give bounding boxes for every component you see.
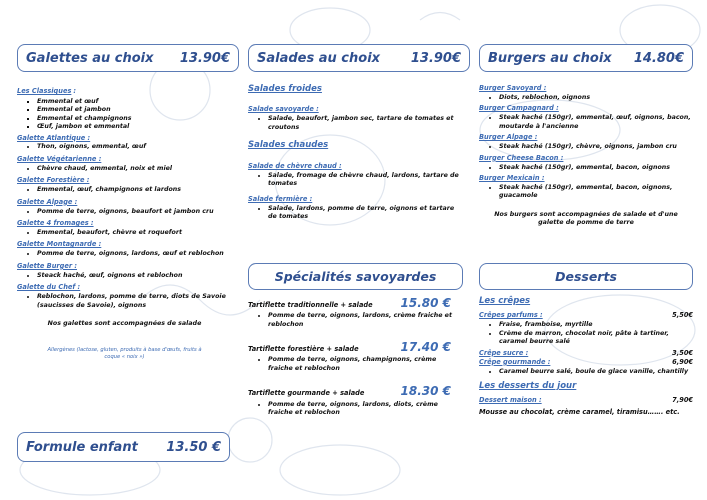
dessert-maison-price: 7,90€ xyxy=(672,395,693,404)
section-items xyxy=(248,205,463,222)
menu-section xyxy=(248,105,463,132)
galettes-header xyxy=(17,44,239,72)
section-items xyxy=(17,250,232,259)
salades-title: Salades au choix xyxy=(257,50,381,66)
section-items xyxy=(17,186,232,195)
crepe-sucre-label: Crêpe sucre : xyxy=(479,348,529,357)
list-item: • Steak haché (150gr), chèvre, oignons, jambon cru xyxy=(499,143,693,152)
list-item: ▪ Emmental et champignons xyxy=(37,115,232,124)
crepes-parfums-label: Crêpes parfums : xyxy=(479,311,543,320)
list-item: • Salade, lardons, pomme de terre, oignons et tartare de tomates xyxy=(268,205,463,222)
galette-sections xyxy=(17,134,232,311)
menu-section xyxy=(17,176,232,194)
section-items xyxy=(17,272,232,281)
menu-section xyxy=(479,84,693,102)
list-item: ▪ Emmental et œuf xyxy=(37,98,232,107)
chaudes-sections xyxy=(248,162,463,222)
section-items xyxy=(17,143,232,152)
list-item: • Crème de marron, chocolat noir, pâte à tartiner, caramel beurre salé xyxy=(499,330,693,347)
list-item: • Caramel beurre salé, boule de glace vanille, chantilly xyxy=(499,368,693,377)
desserts-title: Desserts xyxy=(555,269,617,284)
menu-section xyxy=(479,133,693,151)
desserts-header xyxy=(479,263,693,290)
section-heading: Salade savoyarde : xyxy=(248,105,319,114)
list-item: • Diots, reblochon, oignons xyxy=(499,94,693,103)
section-heading: Galette Montagnarde : xyxy=(17,240,102,249)
section-heading: Galette Burger : xyxy=(17,261,78,270)
section-heading: Galette 4 fromages : xyxy=(17,219,94,228)
list-item: • Pomme de terre, oignons, lardons, œuf et reblochon xyxy=(37,250,232,259)
section-heading: Burger Mexicain : xyxy=(479,174,545,183)
crepes-parfums-list xyxy=(479,321,693,347)
crepe-gourmande-list xyxy=(479,368,693,377)
crepe-gourmande-price: 6,90€ xyxy=(672,357,693,366)
specialite-price: 17.40 € xyxy=(400,340,451,355)
list-item: • Emmental, beaufort, chèvre et roquefort xyxy=(37,229,232,238)
section-heading: Galette Végétarienne : xyxy=(17,154,102,163)
list-item: • Pomme de terre, oignons, champignons, crème fraiche et reblochon xyxy=(268,356,463,373)
section-items xyxy=(248,115,463,132)
burger-sections xyxy=(479,84,693,201)
allergens-note: Allergènes (lactose, gluten, produits à base d'œufs, fruits à coque « noix ») xyxy=(47,346,202,360)
salades-froides-heading: Salades froides xyxy=(248,84,322,94)
section-heading: Galette Atlantique : xyxy=(17,133,91,142)
burgers-column xyxy=(479,84,693,228)
galettes-note: Nos galettes sont accompagnées de salade xyxy=(47,320,202,328)
specialite-name: Tartiflette traditionnelle + salade xyxy=(248,301,373,309)
menu-section xyxy=(479,174,693,201)
list-item: • Steack haché, œuf, oignons et reblochon xyxy=(37,272,232,281)
list-item: • Emmental, œuf, champignons et lardons xyxy=(37,186,232,195)
specialite-name: Tartiflette forestière + salade xyxy=(248,345,359,354)
desserts-jour-heading: Les desserts du jour xyxy=(479,381,577,392)
section-heading: Burger Cheese Bacon : xyxy=(479,153,564,162)
specialite-price: 15.80 € xyxy=(400,296,451,310)
specialite-item xyxy=(248,295,463,329)
menu-section xyxy=(17,134,232,152)
classiques-list xyxy=(17,98,232,132)
section-items xyxy=(479,184,693,201)
list-item: • Steak haché (150gr), emmental, bacon, oignons, guacamole xyxy=(499,184,693,201)
formule-title: Formule enfant xyxy=(26,439,138,455)
crepe-sucre-price: 3,50€ xyxy=(672,348,693,357)
section-heading: Salade de chèvre chaud : xyxy=(248,161,342,170)
crepe-gourmande-label: Crêpe gourmande : xyxy=(479,357,551,366)
section-items xyxy=(248,356,463,373)
froides-sections xyxy=(248,105,463,132)
galettes-column: Les Classiques : ▪ Emmental et œuf ▪ Emmental et jambon ▪ Emmental et champignons ▪ Œuf, jambon et emmental Galette Atlantique : • Thon, oignons, emmental, œuf Galette Végétarienne : • Chèvre chaud, emmental, noix et miel Galette Forestière : • Emmental, œuf, champignons et lardons Galette Alpage : • Pomme de terre, oignons, beaufort et jambon cru Galette 4 fromages : • Emmental, beaufort, chèvre et roquefort Galette Montagnarde : • Pomme de terre, oignons, lardons, œuf et reblochon Galette Burger : • Steack haché, œuf, oignons et reblochon Galette du Chef : • Reblochon, lardons, pomme de terre, diots de Savoie (saucisses de Savoie), oignons Nos galettes sont accompagnées de salade Allergènes (lactose, gluten, produits à base d'œufs, fruits à coque « noix ») xyxy=(17,87,232,361)
menu-section xyxy=(17,240,232,258)
dessert-maison-desc: Mousse au chocolat, crème caramel, tiramisu……. etc. xyxy=(479,407,680,416)
burgers-note: Nos burgers sont accompagnées de salade et d'une galette de pomme de terre xyxy=(494,210,678,227)
dessert-maison-label: Dessert maison : xyxy=(479,395,542,404)
menu-section xyxy=(248,162,463,189)
section-heading: Galette du Chef : xyxy=(17,283,81,292)
list-item: • Pomme de terre, oignons, lardons, crème fraiche et reblochon xyxy=(268,312,463,329)
list-item: ▪ Emmental et jambon xyxy=(37,106,232,115)
specialite-name: Tartiflette gourmande + salade xyxy=(248,389,365,398)
section-heading: Burger Savoyard : xyxy=(479,84,547,92)
list-item: • Reblochon, lardons, pomme de terre, diots de Savoie (saucisses de Savoie), oignons xyxy=(37,293,232,310)
list-item: • Salade, fromage de chèvre chaud, lardons, tartare de tomates xyxy=(268,172,463,189)
specialites-title: Spécialités savoyardes xyxy=(274,269,437,284)
specialite-price: 18.30 € xyxy=(400,384,451,399)
section-heading: Galette Forestière : xyxy=(17,176,90,185)
classiques-heading: Les Classiques xyxy=(17,87,72,95)
menu-section xyxy=(248,195,463,222)
section-items xyxy=(17,293,232,310)
specialite-item xyxy=(248,383,463,417)
specialites-list xyxy=(248,295,463,418)
menu-section xyxy=(17,198,232,216)
crepes-parfums-price: 5,50€ xyxy=(672,311,693,320)
section-items xyxy=(17,165,232,174)
list-item: • Pomme de terre, oignons, lardons, diots, crème fraiche et reblochon xyxy=(268,401,463,418)
section-heading: Salade fermière : xyxy=(248,194,313,203)
list-item: • Steak haché (150gr), emmental, bacon, oignons xyxy=(499,164,693,173)
specialites-column xyxy=(248,295,463,428)
specialites-header xyxy=(248,263,463,290)
menu-section xyxy=(479,154,693,172)
burgers-price: 14.80€ xyxy=(633,50,684,66)
section-items xyxy=(17,229,232,238)
menu-section xyxy=(17,283,232,310)
specialite-item xyxy=(248,339,463,373)
galettes-title: Galettes au choix xyxy=(26,50,154,66)
section-heading: Burger Alpage : xyxy=(479,133,538,142)
salades-chaudes-heading: Salades chaudes xyxy=(248,140,329,151)
formule-price: 13.50 € xyxy=(166,439,221,455)
crepes-heading: Les crêpes xyxy=(479,296,531,306)
list-item: • Thon, oignons, emmental, œuf xyxy=(37,143,232,152)
galettes-price: 13.90€ xyxy=(179,50,230,66)
desserts-column xyxy=(479,296,693,416)
section-items xyxy=(248,172,463,189)
list-item: ▪ Œuf, jambon et emmental xyxy=(37,123,232,132)
burgers-title: Burgers au choix xyxy=(488,50,612,66)
salades-column xyxy=(248,84,463,228)
menu-section xyxy=(17,155,232,173)
formule-enfant-header xyxy=(17,432,230,462)
menu-section xyxy=(479,104,693,131)
salades-price: 13.90€ xyxy=(410,50,461,66)
section-items xyxy=(248,312,463,329)
list-item: • Pomme de terre, oignons, beaufort et jambon cru xyxy=(37,208,232,217)
section-items xyxy=(479,164,693,173)
list-item: • Steak haché (150gr), emmental, œuf, oignons, bacon, moutarde à l'ancienne xyxy=(499,114,693,131)
section-items xyxy=(479,94,693,103)
section-items xyxy=(17,208,232,217)
section-heading: Burger Campagnard : xyxy=(479,104,559,113)
list-item: • Salade, beaufort, jambon sec, tartare de tomates et croutons xyxy=(268,115,463,132)
list-item: • Fraise, framboise, myrtille xyxy=(499,321,693,330)
section-heading: Galette Alpage : xyxy=(17,197,78,206)
section-items xyxy=(479,143,693,152)
salades-header xyxy=(248,44,470,72)
menu-section xyxy=(17,262,232,280)
section-items xyxy=(248,401,463,418)
burgers-header xyxy=(479,44,693,72)
list-item: • Chèvre chaud, emmental, noix et miel xyxy=(37,165,232,174)
menu-section xyxy=(17,219,232,237)
section-items xyxy=(479,114,693,131)
